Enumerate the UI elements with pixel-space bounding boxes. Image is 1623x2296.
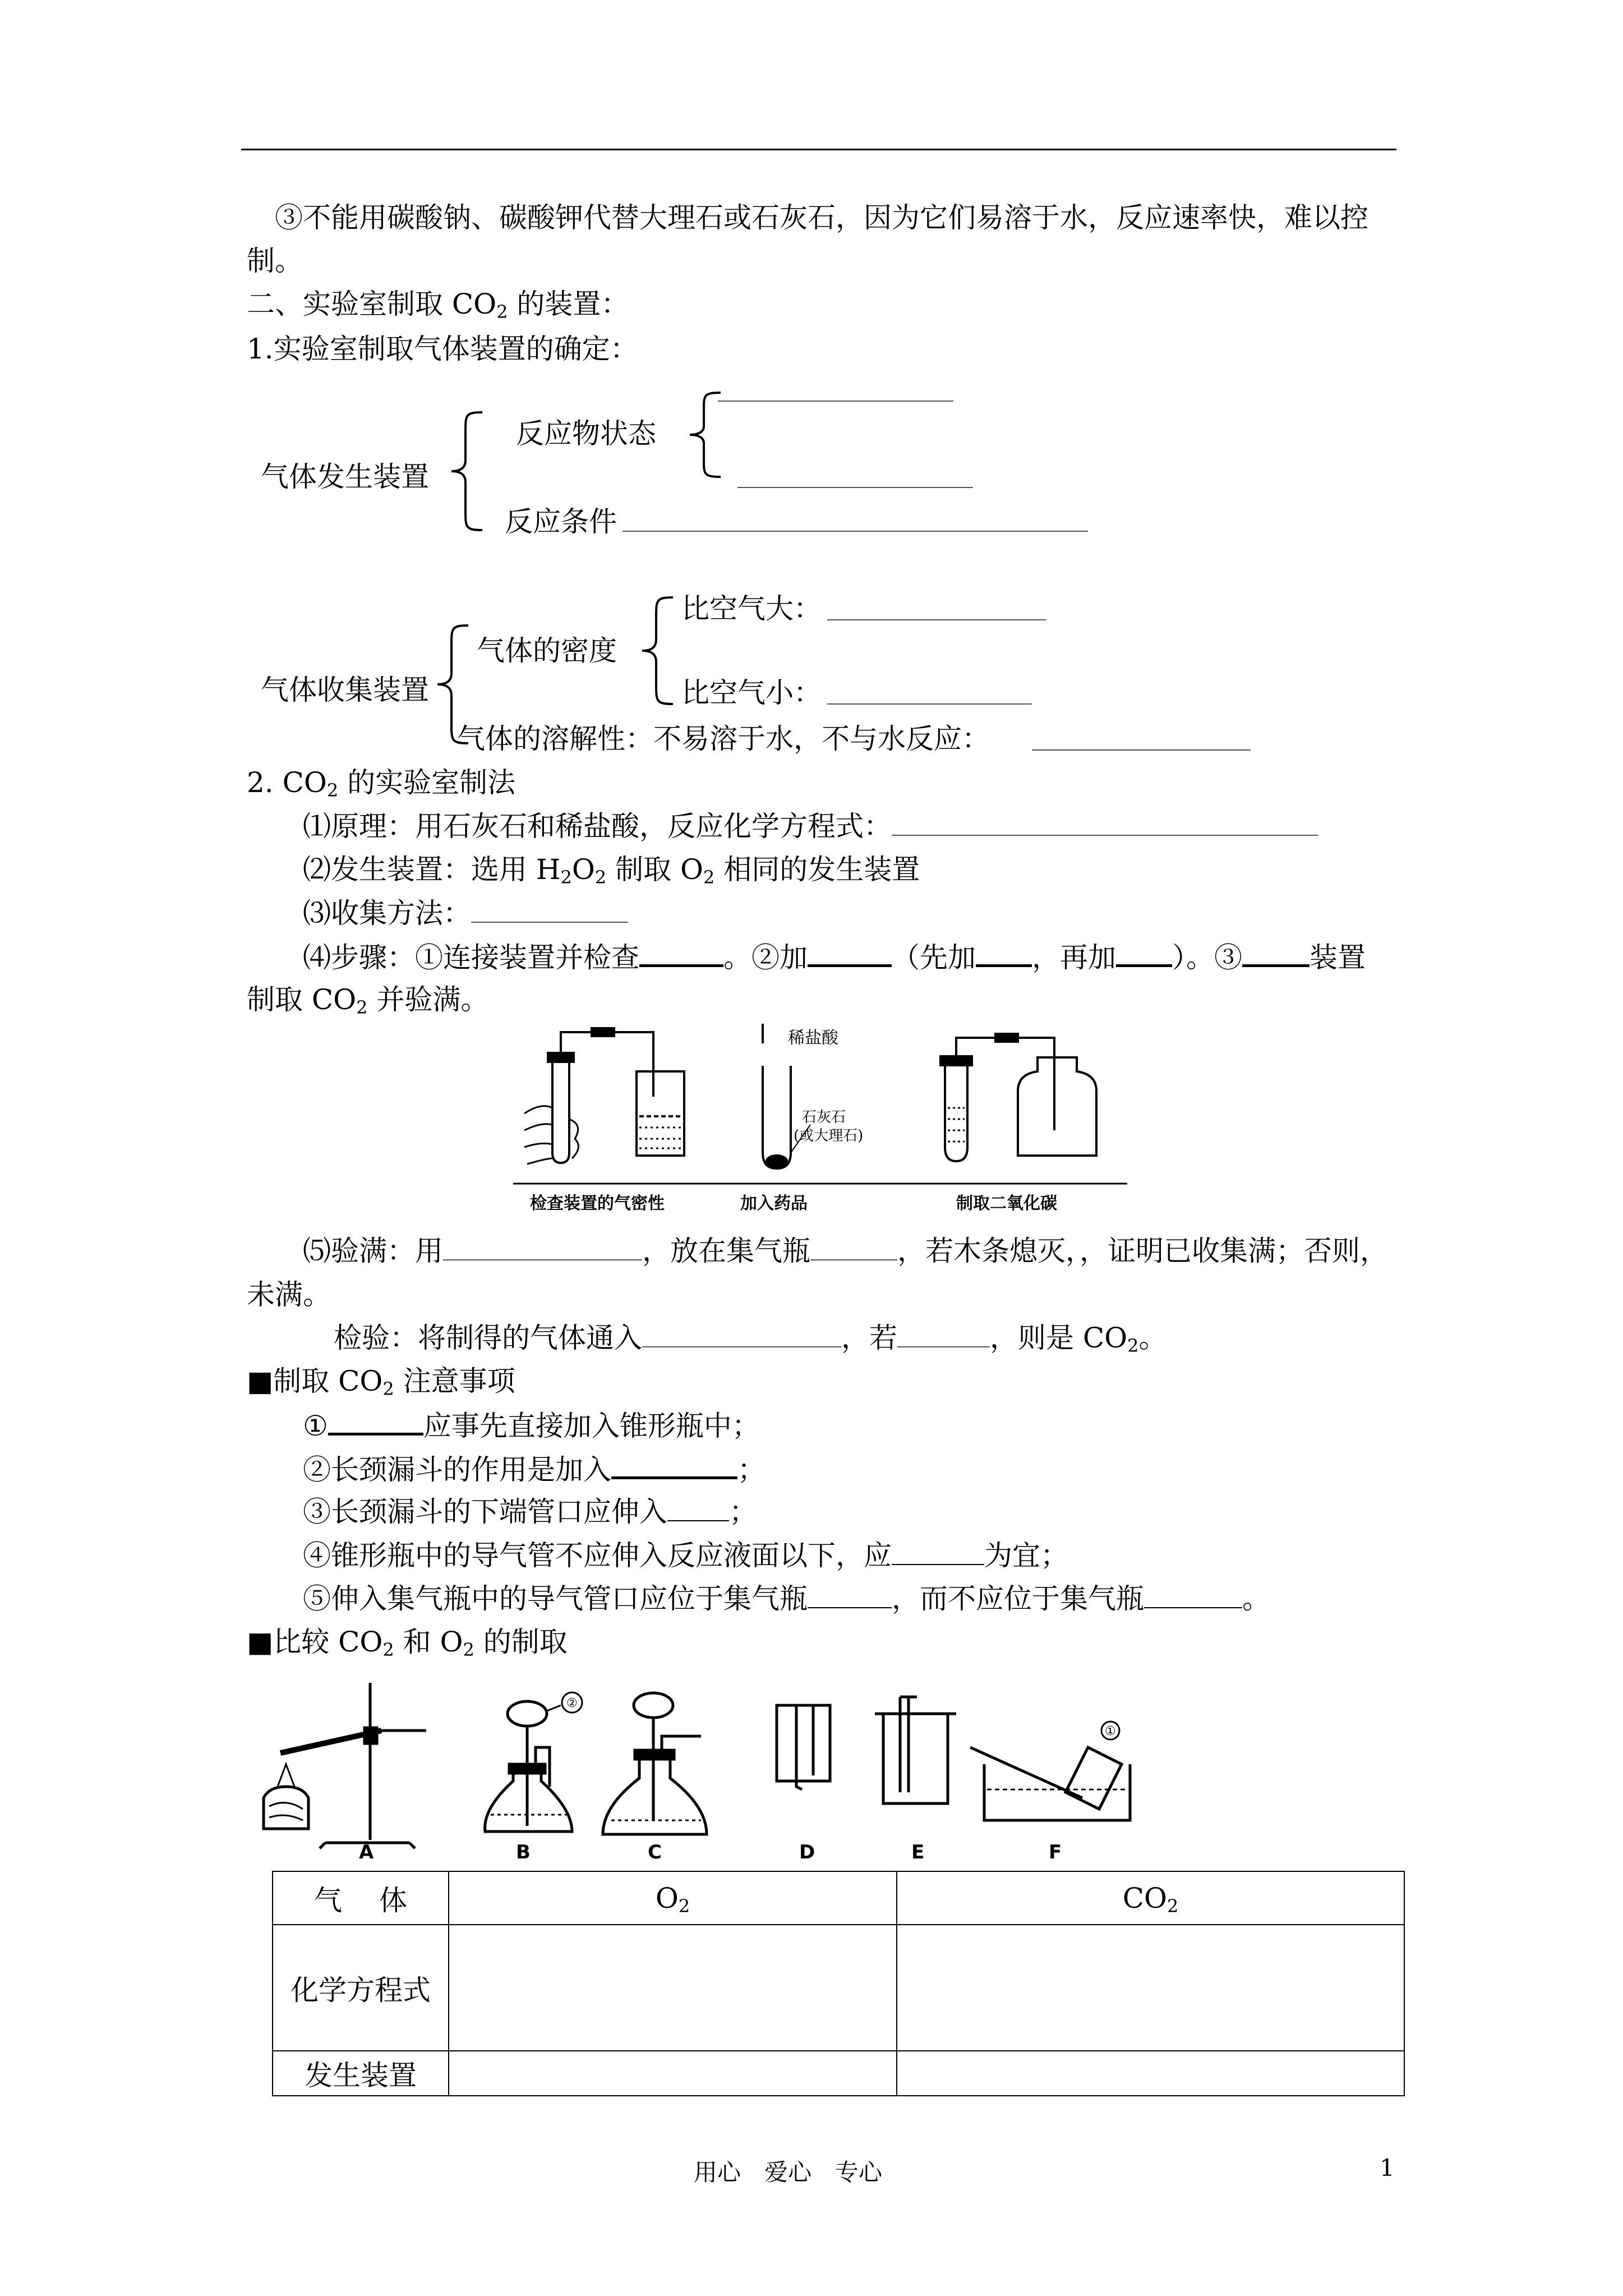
caution-2-blank[interactable] bbox=[611, 1452, 737, 1479]
note-3: ③不能用碳酸钠、碳酸钾代替大理石或石灰石，因为它们易溶于水，反应速率快，难以控 bbox=[275, 201, 1368, 234]
co2-apparatus-figure bbox=[513, 1018, 1127, 1220]
caution-5-blank-2[interactable] bbox=[1144, 1582, 1242, 1608]
device-a bbox=[264, 1683, 426, 1848]
caution-3-blank[interactable] bbox=[667, 1496, 729, 1521]
condition-blank[interactable] bbox=[623, 531, 1088, 532]
principle-line: ⑴原理：用石灰石和稀盐酸，反应化学方程式： bbox=[303, 809, 1318, 843]
device-b bbox=[485, 1692, 582, 1832]
row-equation-label: 化学方程式 bbox=[273, 1925, 449, 2051]
devices-figure bbox=[258, 1680, 1267, 1860]
page-number: 1 bbox=[1380, 2154, 1395, 2182]
steps-line: ⑷步骤：①连接装置并检查 。②加 （先加 ，再加 ）。③ 装置 bbox=[303, 940, 1366, 974]
density-label: 气体的密度 bbox=[477, 634, 617, 667]
header-co2: $CO_2$ bbox=[897, 1871, 1404, 1925]
gen-brace bbox=[449, 409, 488, 533]
full-check-cont: 未满。 bbox=[247, 1278, 331, 1311]
label-c: C bbox=[648, 1841, 662, 1860]
steps-blank-1[interactable] bbox=[639, 940, 723, 967]
device-d bbox=[777, 1705, 830, 1789]
device-e bbox=[875, 1697, 956, 1803]
label-limestone: 石灰石 bbox=[802, 1109, 846, 1126]
heavier-than-air-label: 比空气大： bbox=[681, 592, 822, 625]
note-3-cont: 制。 bbox=[247, 245, 303, 277]
steps-blank-4[interactable] bbox=[1116, 940, 1172, 967]
label-marble: (或大理石) bbox=[794, 1128, 864, 1144]
device-c bbox=[603, 1693, 707, 1834]
full-check-blank-2[interactable] bbox=[810, 1235, 897, 1260]
full-check-blank-1[interactable] bbox=[443, 1235, 642, 1260]
test-line: 检验：将制得的气体通入 ，若 ，则是 $CO_2$。 bbox=[334, 1322, 1167, 1356]
co2-lab-title: 2. $CO_2$ 的实验室制法 bbox=[247, 766, 516, 801]
label-b: B bbox=[516, 1841, 531, 1860]
section-2-title: 二、实验室制取 $CO_2$ 的装置： bbox=[247, 288, 629, 323]
gen-device-label: 气体发生装置 bbox=[261, 461, 429, 493]
caption-add-reagents: 加入药品 bbox=[740, 1194, 808, 1213]
caution-1: ① 应事先直接加入锥形瓶中； bbox=[303, 1408, 760, 1443]
label-e: E bbox=[911, 1841, 925, 1860]
caution-1-blank[interactable] bbox=[328, 1408, 423, 1435]
comparison-table bbox=[272, 1871, 1405, 2096]
test-blank-2[interactable] bbox=[897, 1322, 990, 1347]
heavier-blank[interactable] bbox=[827, 619, 1046, 620]
caution-2: ②长颈漏斗的作用是加入 ； bbox=[303, 1452, 766, 1487]
co2-equation-cell[interactable] bbox=[897, 1925, 1404, 2051]
caution-4: ④锥形瓶中的导气管不应伸入反应液面以下，应 为宜； bbox=[303, 1539, 1068, 1572]
test-blank-1[interactable] bbox=[642, 1322, 841, 1347]
table-header-row bbox=[273, 1871, 1404, 1925]
generator-line: ⑵发生装置：选用 $H_2O_2$ 制取 $O_2$ 相同的发生装置 bbox=[303, 853, 920, 888]
header-rule bbox=[241, 149, 1396, 150]
steps-blank-3[interactable] bbox=[976, 940, 1032, 967]
caution-3: ③长颈漏斗的下端管口应伸入 ； bbox=[303, 1496, 757, 1528]
solubility-label: 气体的溶解性：不易溶于水，不与水反应： bbox=[457, 723, 990, 755]
lighter-blank[interactable] bbox=[827, 703, 1032, 705]
state-blank-2[interactable] bbox=[737, 487, 973, 488]
caution-5: ⑤伸入集气瓶中的导气管口应位于集气瓶 ，而不应位于集气瓶 。 bbox=[303, 1582, 1270, 1615]
table-row bbox=[273, 2051, 1404, 2096]
header-gas: 气 体 bbox=[273, 1871, 449, 1925]
row-generator-label: 发生装置 bbox=[273, 2051, 449, 2096]
compare-title: ■比较 $CO_2$ 和 $O_2$ 的制取 bbox=[247, 1626, 568, 1660]
collect-device-label: 气体收集装置 bbox=[261, 674, 429, 706]
o2-generator-cell[interactable] bbox=[449, 2051, 897, 2096]
label-circle-1: ① bbox=[1105, 1724, 1116, 1738]
collect-method-blank[interactable] bbox=[471, 897, 628, 923]
label-d: D bbox=[799, 1841, 815, 1860]
collect-method-line: ⑶收集方法： bbox=[303, 896, 628, 930]
steps-cont-line: 制取 $CO_2$ 并验满。 bbox=[247, 983, 489, 1018]
caption-make-co2: 制取二氧化碳 bbox=[956, 1194, 1057, 1213]
footer-motto: 用心 爱心 专心 bbox=[694, 2159, 883, 2186]
caution-5-blank-1[interactable] bbox=[808, 1582, 892, 1608]
o2-equation-cell[interactable] bbox=[449, 1925, 897, 2051]
density-brace bbox=[639, 595, 679, 707]
state-blank-1[interactable] bbox=[718, 401, 953, 402]
solubility-blank[interactable] bbox=[1032, 749, 1251, 751]
label-dilute-hcl: 稀盐酸 bbox=[788, 1028, 838, 1048]
label-circle-2: ② bbox=[566, 1696, 578, 1710]
reactant-state-label: 反应物状态 bbox=[516, 417, 656, 450]
equation-blank[interactable] bbox=[892, 810, 1318, 836]
full-check-line: ⑸验满：用 ，放在集气瓶 ，若木条熄灭，，证明已收集满；否则， bbox=[303, 1235, 1388, 1267]
header-o2: $O_2$ bbox=[449, 1871, 897, 1925]
caution-4-blank[interactable] bbox=[892, 1539, 984, 1565]
co2-generator-cell[interactable] bbox=[897, 2051, 1404, 2096]
table-row bbox=[273, 1925, 1404, 2051]
steps-blank-2[interactable] bbox=[808, 940, 892, 967]
steps-blank-5[interactable] bbox=[1242, 940, 1310, 967]
state-brace bbox=[687, 390, 726, 480]
subsection-1-title: 1.实验室制取气体装置的确定： bbox=[247, 333, 638, 365]
label-a: A bbox=[359, 1841, 374, 1860]
label-f: F bbox=[1049, 1841, 1062, 1860]
cautions-title: ■制取 $CO_2$ 注意事项 bbox=[247, 1365, 515, 1400]
lighter-than-air-label: 比空气小： bbox=[681, 677, 822, 709]
reaction-condition-label: 反应条件 bbox=[505, 505, 617, 538]
caption-airtightness: 检查装置的气密性 bbox=[530, 1194, 665, 1213]
